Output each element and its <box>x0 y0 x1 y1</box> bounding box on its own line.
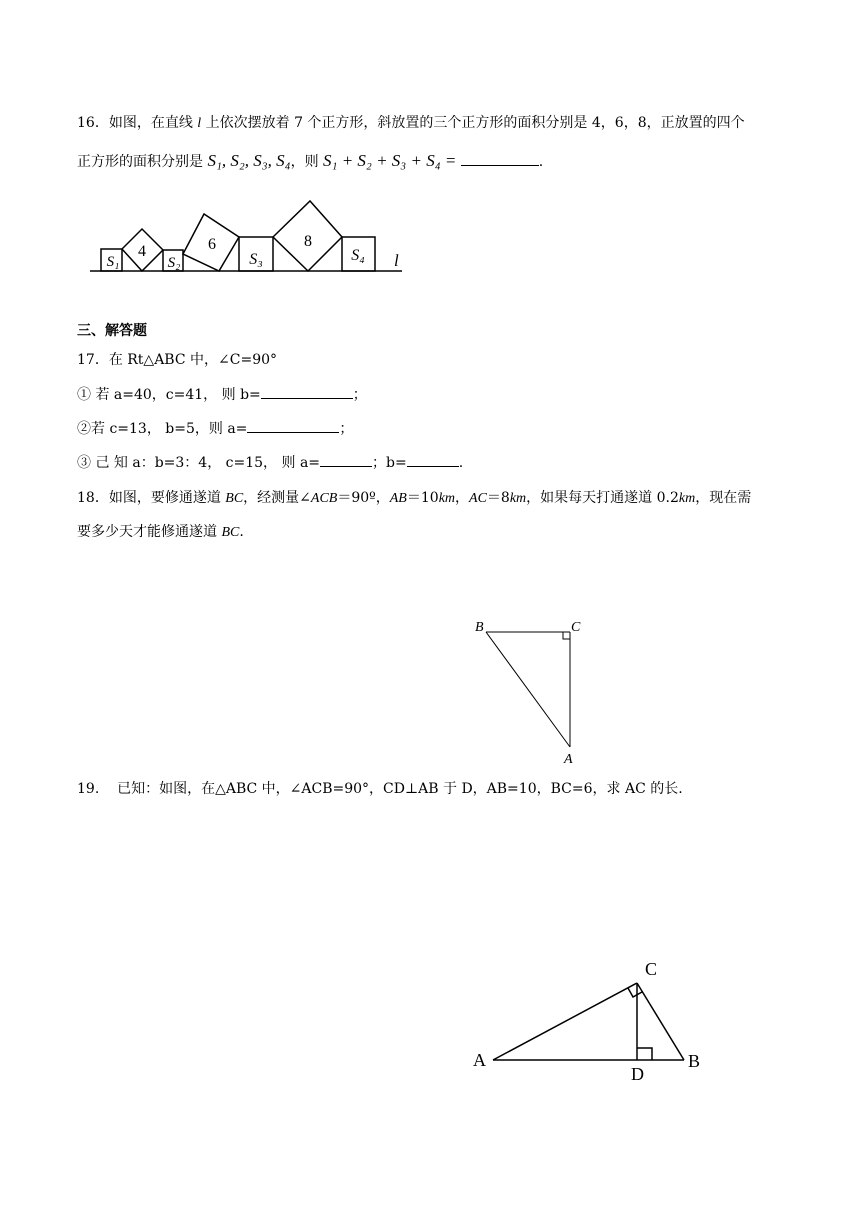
label-s4: S₄ <box>351 247 365 264</box>
side-ac <box>493 983 637 1060</box>
q17-blank-b2[interactable] <box>407 452 459 467</box>
label-s1: S₁ <box>106 254 120 270</box>
label-s3: S₃ <box>249 251 263 268</box>
label-d: D <box>631 1064 644 1080</box>
q18-line1: 18．如图，要修通遂道 BC，经测量∠ACB＝90º，AB＝10km，AC＝8km，如果每天打通遂道 0.2km，现在需 <box>77 490 752 506</box>
label-l: l <box>394 251 399 270</box>
q17-item3: ③ 己 知 a：b=3：4， c=15， 则 a= ；b= . <box>77 452 463 472</box>
q16-answer-blank[interactable] <box>461 151 539 166</box>
label-4: 4 <box>138 243 146 260</box>
q18-line2: 要多少天才能修通遂道 BC. <box>77 524 244 540</box>
q19-text: 19. 已知：如图，在△ABC 中，∠ACB=90°，CD⊥AB 于 D，AB=10，BC=6，求 AC 的长. <box>77 781 683 797</box>
label-6: 6 <box>208 236 216 253</box>
q16-squares-figure <box>88 198 418 278</box>
q18-triangle-figure <box>470 612 590 767</box>
label-c: C <box>645 959 658 979</box>
right-angle-d <box>637 1048 652 1060</box>
label-b: B <box>688 1051 701 1071</box>
section-title: 三、解答题 <box>77 323 147 339</box>
q17-blank-a[interactable] <box>247 418 339 433</box>
label-b: B <box>475 620 484 635</box>
label-a: A <box>473 1050 486 1070</box>
q17-item2: ②若 c=13， b=5，则 a= ； <box>77 418 353 438</box>
right-angle-c <box>628 988 642 997</box>
q17-blank-a2[interactable] <box>320 452 372 467</box>
q17-item1: ① 若 a=40，c=41， 则 b= ； <box>77 384 367 404</box>
label-a: A <box>564 752 573 767</box>
q17-blank-b[interactable] <box>261 384 353 399</box>
q16-line1: 16．如图，在直线 l 上依次摆放着 7 个正方形，斜放置的三个正方形的面积分别是 4，6，8，正放置的四个 <box>77 115 745 131</box>
side-ab <box>486 632 570 747</box>
label-c: C <box>571 620 581 635</box>
q16-line2: 正方形的面积分别是 S₁, S₂, S₃, S₄，则 S₁ + S₂ + S₃ + S₄ = . <box>77 151 544 170</box>
q17-stem: 17．在 Rt△ABC 中，∠C=90° <box>77 352 278 368</box>
right-angle-c <box>563 632 570 639</box>
q19-triangle-figure <box>465 955 715 1080</box>
label-8: 8 <box>304 233 312 250</box>
label-s2: S₂ <box>167 255 181 271</box>
